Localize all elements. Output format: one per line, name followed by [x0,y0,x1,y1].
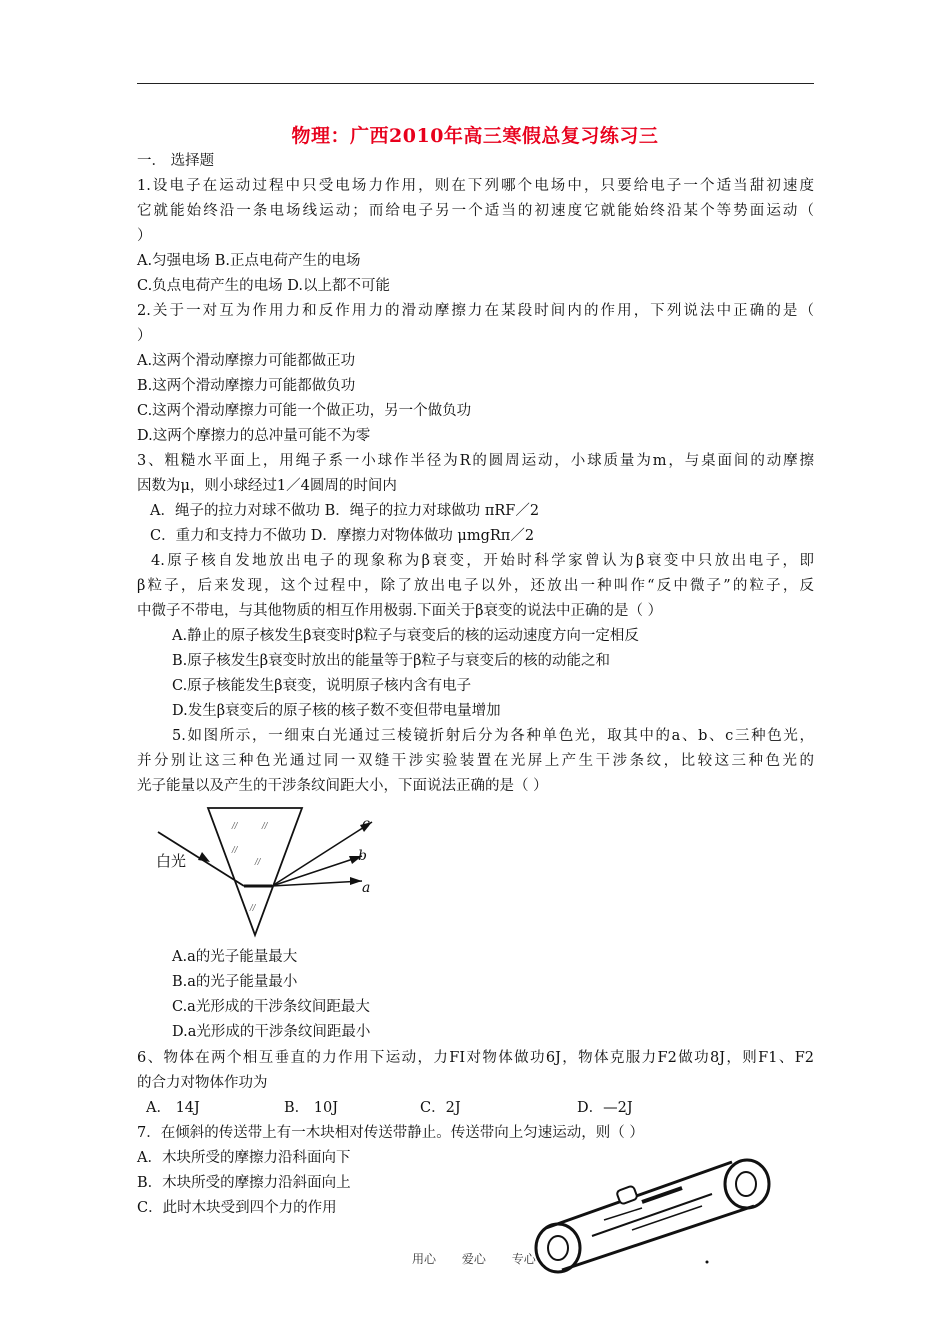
svg-text://: // [232,821,238,830]
svg-text://: // [255,857,261,866]
q3-options-ab: A．绳子的拉力对球不做功 B．绳子的拉力对球做功 πRF／2 [150,503,540,519]
q3-options-cd: C．重力和支持力不做功 D．摩擦力对物体做功 μmgRπ／2 [150,528,535,544]
q3-line2: 因数为μ，则小球经过1／4圆周的时间内 [137,478,397,494]
q6-option-c: C．2J [420,1100,461,1116]
q5-line3: 光子能量以及产生的干涉条纹间距大小，下面说法正确的是（ ） [137,778,548,794]
q3-line1: 3、粗糙水平面上，用绳子系一小球作半径为R的圆周运动，小球质量为m，与桌面间的动摩擦 [137,453,814,469]
q4-option-a: A.静止的原子核发生β衰变时β粒子与衰变后的核的运动速度方向一定相反 [172,628,639,644]
q4-option-b: B.原子核发生β衰变时放出的能量等于β粒子与衰变后的核的动能之和 [172,653,611,669]
svg-text://: // [232,845,238,854]
q5-option-b: B.a的光子能量最小 [172,974,298,990]
footer-text-2: 爱心 [461,1252,486,1266]
q6-line2: 的合力对物体作功为 [137,1075,268,1091]
prism-figure [150,800,390,940]
q5-option-a: A.a的光子能量最大 [172,949,298,965]
upper-pulley [725,1160,769,1208]
q1-options-ab: A.匀强电场 B.正点电荷产生的电场 [137,253,361,269]
svg-text://: // [250,903,256,912]
q4-line3: 中微子不带电，与其他物质的相互作用极弱.下面关于β衰变的说法中正确的是（ ） [137,603,663,619]
ray-c [272,822,372,886]
q2-option-d: D.这两个摩擦力的总冲量可能不为零 [137,428,371,444]
header-rule [137,83,814,84]
q2-option-b: B.这两个滑动摩擦力可能都做负功 [137,378,356,394]
q4-line1: 4.原子核自发地放出电子的现象称为β衰变，开始时科学家曾认为β衰变中只放出电子，即 [151,553,814,569]
label-c: c [362,816,370,832]
conveyor-figure [532,1150,772,1280]
q2-line1: 2.关于一对互为作用力和反作用力的滑动摩擦力在某段时间内的作用，下列说法中正确的是（ [137,303,814,319]
q6-option-d: D．—2J [577,1100,633,1116]
q1-options-cd: C.负点电荷产生的电场 D.以上都不可能 [137,278,391,294]
wood-block [616,1185,638,1204]
q2-option-c: C.这两个滑动摩擦力可能一个做正功，另一个做负功 [137,403,472,419]
q1-line2: 它就能始终沿一条电场线运动；而给电子另一个适当的初速度它就能始终沿某个等势面运动（ [137,203,814,219]
q5-option-c: C.a光形成的干涉条纹间距最大 [172,999,370,1015]
q7-line1: 7．在倾斜的传送带上有一木块相对传送带静止。传送带向上匀速运动，则（ ） [137,1125,644,1141]
q7-option-c: C．此时木块受到四个力的作用 [137,1200,337,1216]
belt-bottom [562,1206,754,1270]
label-b: b [358,848,367,864]
q4-option-d: D.发生β衰变后的原子核的核子数不变但带电量增加 [172,703,501,719]
q6-option-b: B． 10J [284,1100,339,1116]
label-a: a [362,880,371,896]
white-light-label: 白光 [156,852,187,870]
q6-line1: 6、物体在两个相互垂直的力作用下运动，力FI对物体做功6J，物体克服力F2做功8J，则F1、F2 [137,1050,814,1066]
q7-option-b: B．木块所受的摩擦力沿斜面向上 [137,1175,351,1191]
q1-line3: ） [137,228,152,244]
q2-option-a: A.这两个滑动摩擦力可能都做正功 [137,353,356,369]
footer-text-1: 用心 [412,1252,437,1266]
footer [412,1250,558,1267]
q5-line2: 并分别让这三种色光通过同一双缝干涉实验装置在光屏上产生干涉条纹，比较这三种色光的 [137,753,814,769]
page-title: 物理：广西2010年高三寒假总复习练习三 [291,125,659,147]
q4-option-c: C.原子核能发生β衰变，说明原子核内含有电子 [172,678,472,694]
q7-option-a: A．木块所受的摩擦力沿科面向下 [137,1150,351,1166]
q4-line2: β粒子，后来发现，这个过程中，除了放出电子以外，还放出一种叫作“反中微子”的粒子，反 [137,578,814,594]
q6-option-a: A． 14J [146,1100,200,1116]
q5-line1: 5.如图所示，一细束白光通过三棱镜折射后分为各种单色光，取其中的a、b、c三种色光， [172,728,814,744]
incident-arrow [198,852,210,862]
footer-text-3: 专心 [511,1252,536,1266]
q5-option-d: D.a光形成的干涉条纹间距最小 [172,1024,371,1040]
section-heading: 一． 选择题 [137,153,215,169]
ray-a-arrow [350,877,362,885]
belt-top [546,1162,732,1228]
q1-line1: 1.设电子在运动过程中只受电场力作用，则在下列哪个电场中，只要给电子一个适当甜初速度 [137,178,814,194]
q2-line2: ） [137,328,152,344]
svg-text://: // [262,821,268,830]
